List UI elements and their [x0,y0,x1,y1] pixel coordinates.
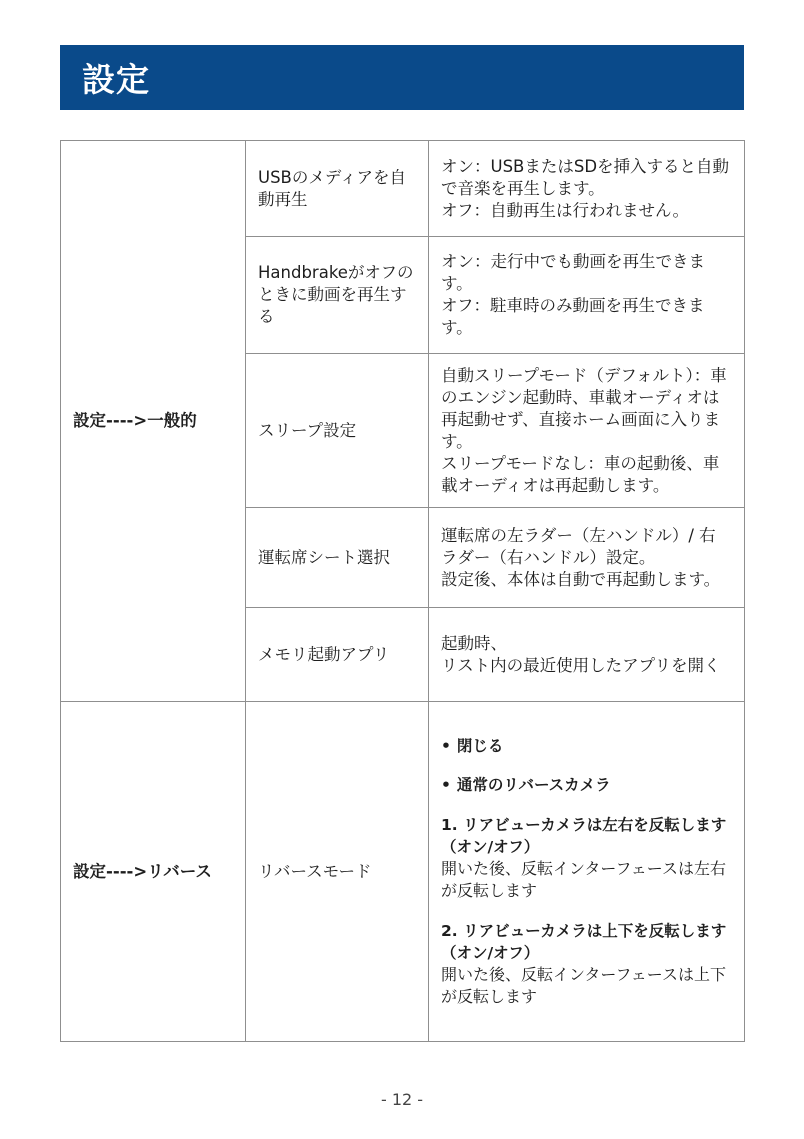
setting-description-cell [429,608,745,702]
reverse-option-normal-camera [441,774,732,796]
reverse-option-flip-title: 2. リアビューカメラは上下を反転します（オン/オフ） [441,922,727,962]
bullet-text: 通常のリバースカメラ [456,776,611,794]
table-row [61,141,745,237]
setting-name-cell [246,354,429,508]
setting-name: Handbrakeがオフのときに動画を再生する [258,263,414,326]
bullet-text: 閉じる [456,737,504,755]
settings-table [60,140,745,1042]
description-line: リスト内の最近使用したアプリを開く [441,655,721,675]
setting-description-cell [429,141,745,237]
description-line: 起動時、 [441,633,507,653]
reverse-option-flip-desc: 開いた後、反転インターフェースは上下が反転します [441,965,726,1006]
reverse-option-mirror-title: 1. リアビューカメラは左右を反転します （オン/オフ） [441,816,727,856]
description-line: 設定後、本体は自動で再起動します。 [441,569,721,589]
setting-name: スリープ設定 [258,420,357,440]
setting-name: 運転席シート選択 [258,547,390,567]
setting-name-cell [246,237,429,354]
table-row [61,702,745,1042]
setting-name-cell [246,608,429,702]
setting-description-cell [429,508,745,608]
setting-description-cell [429,702,745,1042]
bullet-icon: • [441,776,451,794]
bullet-icon: • [441,737,451,755]
setting-name-cell [246,702,429,1042]
page-number: - 12 - [380,1090,424,1109]
description-line: オフ：駐車時のみ動画を再生できます。 [441,296,705,337]
description-line: オン：USBまたはSDを挿入すると自動で音楽を再生します。 [441,156,730,198]
page-title: 設定 [82,60,150,99]
category-cell-general [61,141,246,702]
category-label: 設定---->リバース [73,861,212,881]
setting-name-cell [246,508,429,608]
setting-description-cell [429,237,745,354]
reverse-option-close [441,735,732,757]
setting-description-cell [429,354,745,508]
setting-name: メモリ起動アプリ [258,644,390,664]
setting-name: リバースモード [258,861,372,881]
description-line: スリープモードなし：車の起動後、車載オーディオは再起動します。 [441,453,720,495]
description-line: 運転席の左ラダー（左ハンドル）/ 右ラダー（右ハンドル）設定。 [441,525,716,567]
section-header-banner [60,45,744,110]
reverse-option-mirror-desc: 開いた後、反転インターフェースは左右が反転します [441,859,726,900]
setting-name-cell [246,141,429,237]
description-line: 自動スリープモード（デフォルト）：車のエンジン起動時、車載オーディオは再起動せず、直接ホーム画面に入ります。 [441,365,727,451]
description-line: オフ：自動再生は行われません。 [441,200,689,220]
setting-name: USBのメディアを自動再生 [258,167,407,209]
category-label: 設定---->一般的 [73,411,197,430]
category-cell-reverse [61,702,246,1042]
description-line: オン：走行中でも動画を再生できます。 [441,252,705,293]
